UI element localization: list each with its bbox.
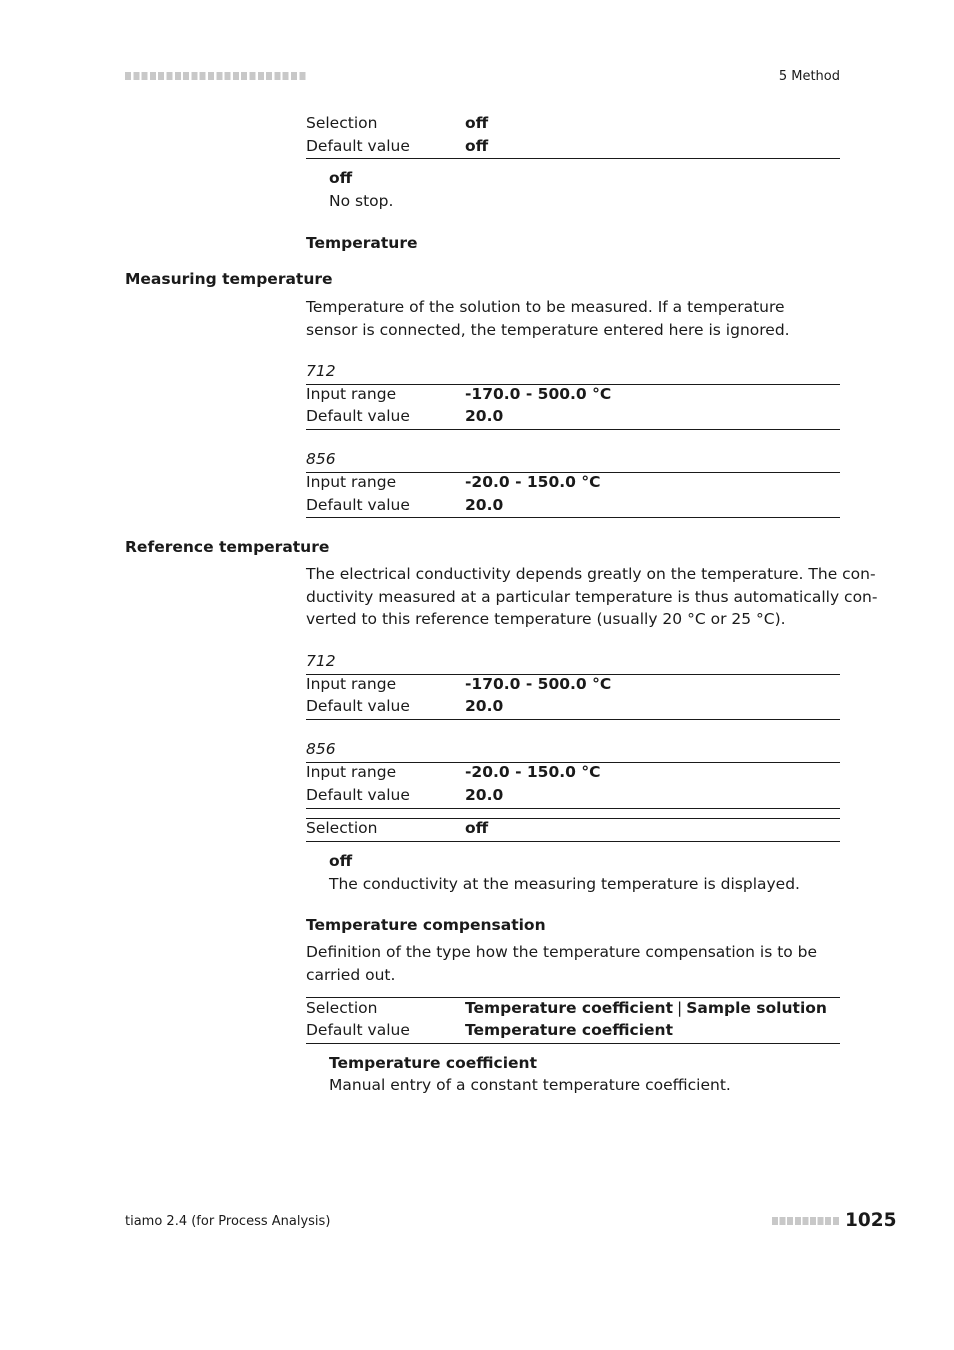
param-value: 20.0 [465,786,504,804]
param-label: Default value [306,786,410,804]
param-value: off [465,819,489,837]
param-row-selection [306,112,840,134]
selection-option: Temperature coefficient [465,999,673,1017]
instrument-label: 712 [306,652,336,670]
parameter-title: Temperature compensation [306,916,546,934]
param-value: -20.0 - 150.0 °C [465,763,601,781]
instrument-label: 856 [306,740,336,758]
footer-product: tiamo 2.4 (for Process Analysis) [125,1214,331,1229]
selection-option: Sample solution [686,999,827,1017]
param-row-selection [306,817,840,839]
parameter-title: Reference temperature [125,538,330,556]
option-desc: Manual entry of a constant temperature coefficient. [329,1076,731,1094]
option-desc: The conductivity at the measuring temperature is displayed. [329,875,800,893]
param-row-default [306,695,840,717]
page-number: 1025 [845,1210,897,1231]
param-label: Default value [306,496,410,514]
param-row-selection [306,997,840,1019]
header-chapter: 5 Method [778,69,840,84]
parameter-description: Definition of the type how the temperature compensation is to be carried out. [306,943,818,984]
param-value: -170.0 - 500.0 °C [465,385,612,403]
parameter-description-line: verted to this reference temperature (usually 20 °C or 25 °C). [306,610,786,628]
param-label: Selection [306,114,378,132]
param-label: Default value [306,407,410,425]
param-label: Selection [306,819,378,837]
param-label: Default value [306,697,410,715]
selection-separator: | [676,999,683,1017]
table-rule [306,158,840,159]
param-label: Default value [306,137,410,155]
param-row-range [306,673,840,695]
table-rule [306,429,840,430]
param-row-range [306,383,840,405]
parameter-description-line: The electrical conductivity depends greatly on the temperature. The con- [306,565,876,583]
param-row-default [306,784,840,806]
param-row-default [306,135,840,157]
param-value: off [465,114,489,132]
param-value: 20.0 [465,407,504,425]
parameter-title: Measuring temperature [125,270,333,288]
param-value: -20.0 - 150.0 °C [465,473,601,491]
param-row-default [306,1019,840,1041]
parameter-description: Temperature of the solution to be measured. If a temperature sensor is connected, the temperature entered here is ignored. [306,298,790,339]
param-row-default [306,405,840,427]
param-label: Default value [306,1021,410,1039]
table-rule [306,1043,840,1044]
param-value: Temperature coefficient [465,1021,673,1039]
instrument-label: 856 [306,450,336,468]
param-label: Selection [306,999,378,1017]
option-desc: No stop. [329,192,394,210]
header-decoration [125,72,307,80]
table-rule [306,719,840,720]
param-row-range [306,471,840,493]
table-rule [306,808,840,809]
section-heading: Temperature [306,234,418,252]
param-value: off [465,137,489,155]
param-label: Input range [306,385,397,403]
param-row-default [306,494,840,516]
parameter-description-line: ductivity measured at a particular temperature is thus automatically con- [306,588,878,606]
table-rule [306,841,840,842]
option-term: off [329,169,353,187]
param-value: 20.0 [465,496,504,514]
option-term: off [329,852,353,870]
footer-decoration [772,1217,840,1225]
instrument-label: 712 [306,362,336,380]
param-label: Input range [306,763,397,781]
param-value: -170.0 - 500.0 °C [465,675,612,693]
table-rule [306,517,840,518]
option-term: Temperature coefficient [329,1054,537,1072]
param-value [465,997,827,1019]
param-label: Input range [306,675,397,693]
param-row-range [306,761,840,783]
param-value: 20.0 [465,697,504,715]
param-label: Input range [306,473,397,491]
